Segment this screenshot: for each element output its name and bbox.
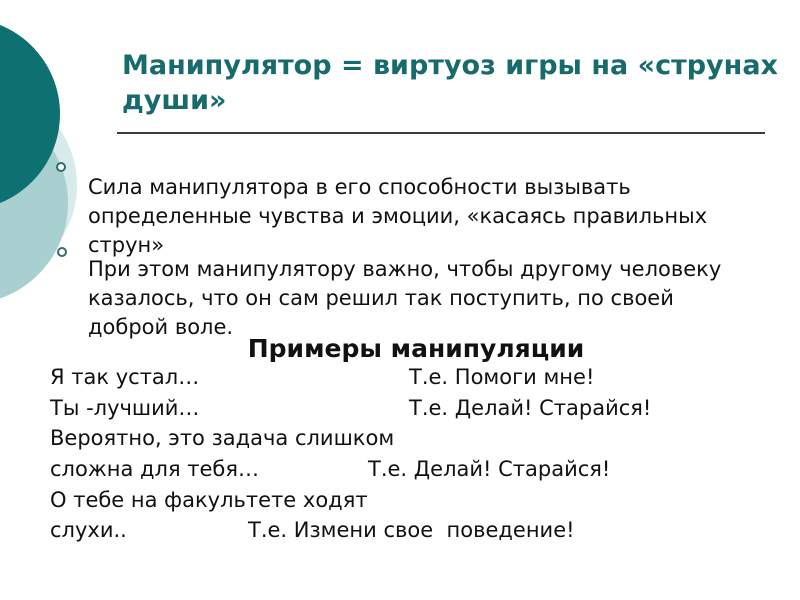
example-cue: Ты -лучший…: [50, 396, 200, 420]
example-cue: сложна для тебя…: [50, 457, 259, 481]
example-row: [0, 455, 800, 485]
example-row: [0, 516, 800, 546]
examples-heading: Примеры манипуляции: [247, 334, 585, 363]
example-meaning: Т.е. Делай! Старайся!: [368, 457, 611, 481]
title-underline: [117, 132, 765, 134]
bullet-circle-icon: [56, 162, 66, 172]
example-row: [0, 424, 800, 454]
example-cue: слухи..: [50, 518, 127, 542]
bullet-circle-icon: [57, 247, 67, 257]
example-meaning: Т.е. Делай! Старайся!: [409, 396, 652, 420]
example-row: [0, 363, 800, 393]
bullet-item: Сила манипулятора в его способности вызывать определенные чувства и эмоции, «касаясь правильных струн»: [88, 175, 708, 257]
example-cue: О тебе на факультете ходят: [50, 488, 368, 512]
example-row: [0, 486, 800, 516]
example-row: [0, 394, 800, 424]
bullet-item: При этом манипулятору важно, чтобы другому человеку казалось, что он сам решил так поступить, по своей доброй воле.: [88, 257, 722, 339]
example-cue: Я так устал…: [50, 365, 200, 389]
slide-title: Манипулятор = виртуоз игры на «струнах души»: [122, 50, 778, 116]
example-meaning: Т.е. Помоги мне!: [409, 365, 595, 389]
example-cue: Вероятно, это задача слишком: [50, 426, 395, 450]
example-meaning: Т.е. Измени свое поведение!: [248, 518, 575, 542]
